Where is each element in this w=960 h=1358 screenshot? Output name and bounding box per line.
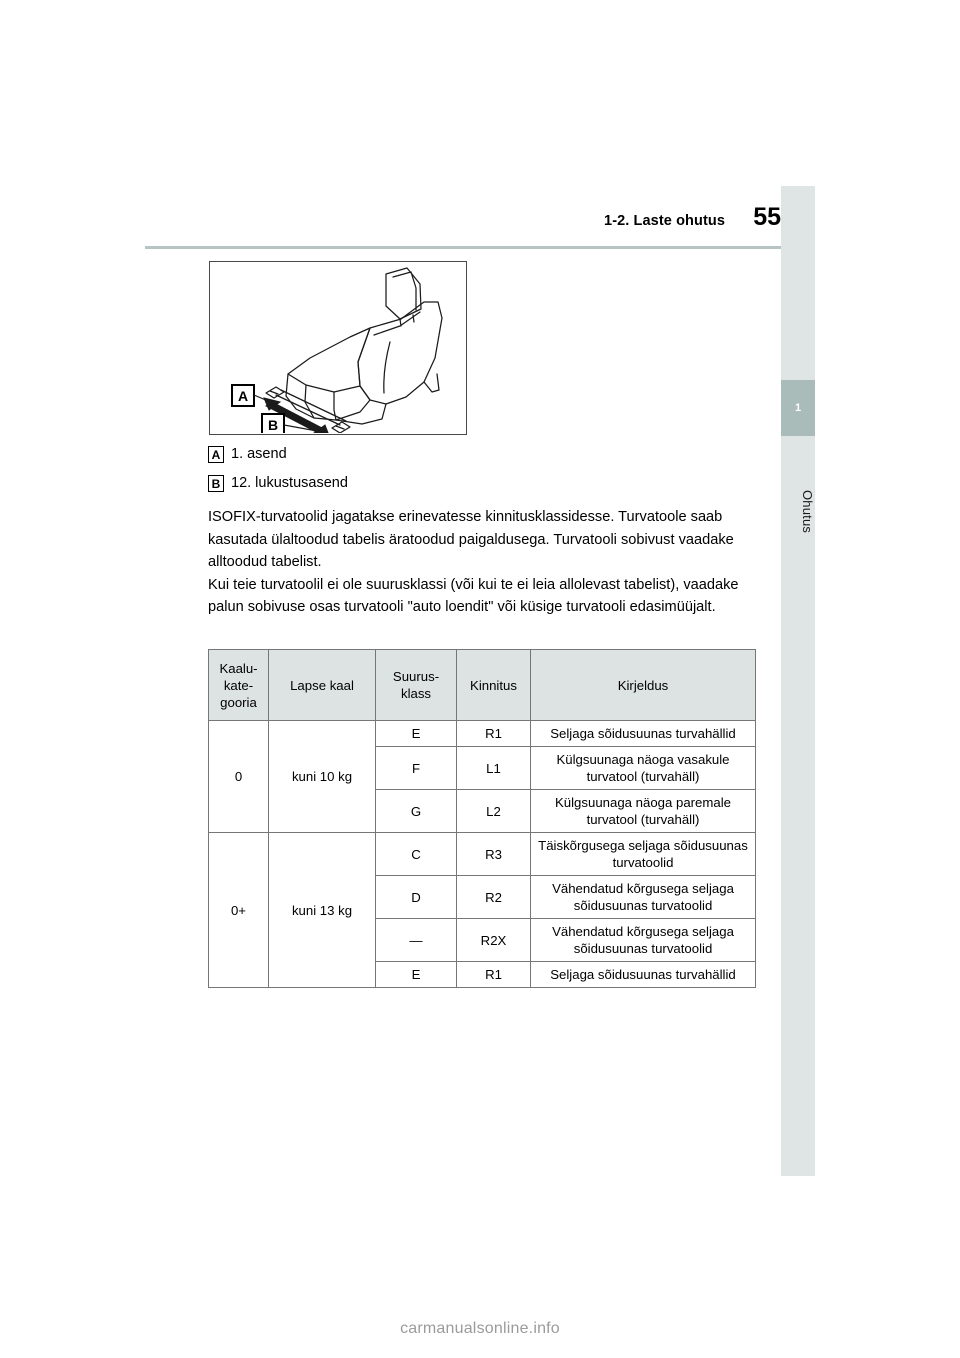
section-title: 1-2. Laste ohutus [604, 213, 725, 229]
cell-child-weight: kuni 10 kg [269, 721, 376, 833]
callout-text-b: 12. lukustusasend [231, 475, 348, 492]
cell-fixture: L1 [457, 747, 531, 790]
table-row [209, 833, 756, 876]
paragraph-1: ISOFIX-turvatoolid jagatakse erinevatesse kinnitusklassidesse. Turvatoole saab kasutada ülaltoodud tabelis äratoodud paigaldusega. Turvatooli sobivust vaadake alltoodud tabelist. [208, 509, 734, 570]
svg-text:B: B [267, 417, 279, 433]
table-body [209, 721, 756, 988]
cell-description: Vähendatud kõrgusega seljaga sõidusuunas turvatoolid [531, 919, 756, 962]
paragraph-2: Kui teie turvatoolil ei ole suurusklassi (või kui te ei leia allolevast tabelist), vaadake palun sobivuse osas turvatooli "auto loendit" või küsige turvatooli edasimüüjalt. [208, 576, 739, 615]
cell-weight-category: 0 [209, 721, 269, 833]
chapter-tab-strip [781, 186, 815, 1176]
callout-item-a [208, 446, 756, 463]
chapter-number-badge: 1 [781, 380, 815, 436]
table-header-row-group [209, 650, 756, 721]
cell-description: Täiskõrgusega seljaga sõidusuunas turvatoolid [531, 833, 756, 876]
child-restraint-class-table [208, 649, 756, 988]
callout-badge-a: A [208, 446, 224, 463]
cell-child-weight: kuni 13 kg [269, 833, 376, 988]
callout-badge-b: B [208, 475, 224, 492]
cell-fixture: R1 [457, 721, 531, 747]
cell-size-class: E [376, 962, 457, 988]
column-header-child-weight: Lapse kaal [269, 650, 376, 721]
cell-size-class: E [376, 721, 457, 747]
cell-size-class: C [376, 833, 457, 876]
body-paragraphs [208, 506, 756, 619]
header-rule-divider [145, 246, 781, 249]
callout-text-a: 1. asend [231, 446, 287, 463]
cell-description: Seljaga sõidusuunas turvahällid [531, 962, 756, 988]
header-line: Kaalu- [219, 660, 258, 676]
cell-fixture: R2 [457, 876, 531, 919]
column-header-fixture: Kinnitus [457, 650, 531, 721]
cell-size-class: — [376, 919, 457, 962]
column-header-size-class [376, 650, 457, 721]
illustration-label-b [262, 414, 284, 433]
table-header-row [209, 650, 756, 721]
svg-text:A: A [237, 388, 249, 404]
cell-description: Külgsuunaga näoga paremale turvatool (turvahäll) [531, 790, 756, 833]
cell-description: Vähendatud kõrgusega seljaga sõidusuunas turvatoolid [531, 876, 756, 919]
cell-fixture: R3 [457, 833, 531, 876]
cell-size-class: D [376, 876, 457, 919]
cell-fixture: R2X [457, 919, 531, 962]
header-line: klass [400, 686, 432, 701]
seat-illustration-figure [209, 261, 467, 435]
header-line: kate- [223, 677, 254, 693]
column-header-description: Kirjeldus [531, 650, 756, 721]
table-row [209, 721, 756, 747]
body-content [208, 446, 756, 619]
column-header-weight-category [209, 650, 269, 721]
cell-weight-category: 0+ [209, 833, 269, 988]
illustration-label-a [232, 385, 254, 406]
header-line: Suurus- [392, 669, 440, 684]
chapter-name-label: Ohutus [800, 490, 815, 534]
seat-illustration-svg [210, 262, 465, 433]
cell-size-class: G [376, 790, 457, 833]
page-number: 55 [753, 203, 781, 231]
callout-item-b [208, 475, 756, 492]
page-header [145, 205, 781, 245]
cell-description: Seljaga sõidusuunas turvahällid [531, 721, 756, 747]
header-line: gooria [220, 694, 257, 710]
cell-fixture: R1 [457, 962, 531, 988]
footer-watermark: carmanualsonline.info [400, 1320, 560, 1337]
cell-size-class: F [376, 747, 457, 790]
cell-description: Külgsuunaga näoga vasakule turvatool (turvahäll) [531, 747, 756, 790]
cell-fixture: L2 [457, 790, 531, 833]
